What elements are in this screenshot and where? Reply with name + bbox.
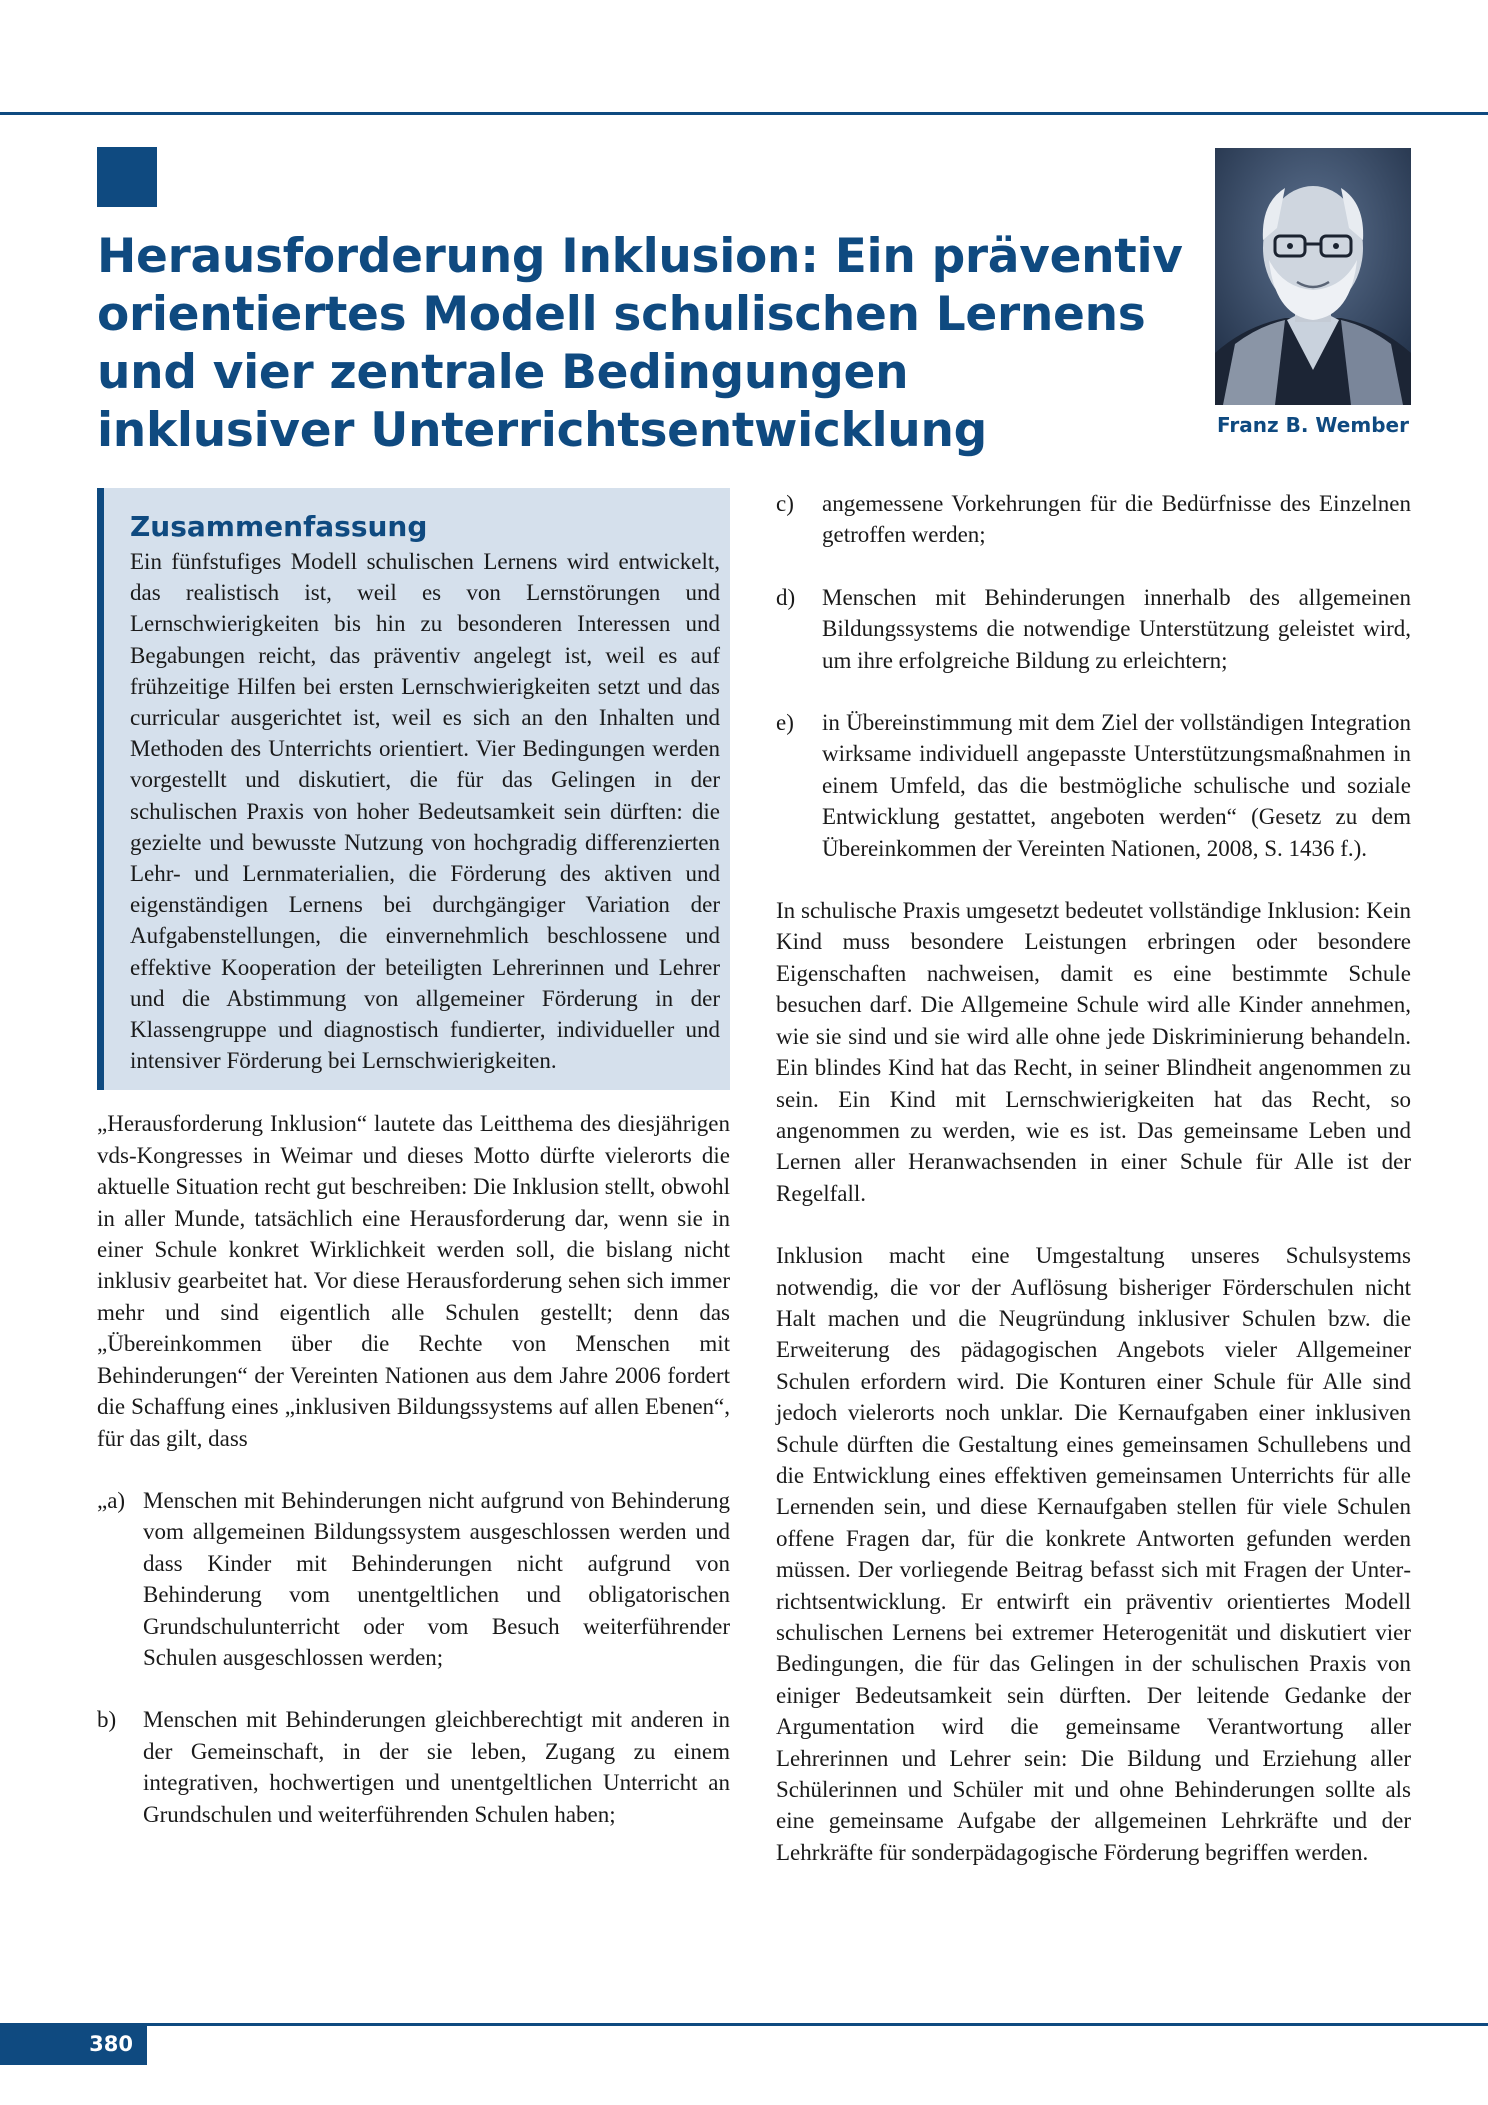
title-line: und vier zentrale Bedingungen: [97, 345, 909, 400]
page-number: 380: [0, 2023, 147, 2065]
footer-rule: [0, 2023, 1488, 2026]
accent-square: [97, 147, 157, 207]
abstract-heading: Zusammenfassung: [130, 510, 428, 543]
list-item: [776, 707, 1411, 864]
list-item-text: angemessene Vorkehrungen für die Bedürfnisse des Einzelnen getroffen werden;: [822, 491, 1411, 548]
list-item-label: d): [776, 584, 796, 610]
list-item-text: Menschen mit Behinderungen gleichberechtigt mit anderen in der Gemeinschaft, in der sie leben, Zugang zu einem integrativen, hochwertigen und unentgeltlichen Unterricht an Grundschulen und weiterführenden Schulen haben;: [143, 1707, 730, 1827]
article-title: [97, 228, 1183, 460]
author-photo: [1215, 148, 1411, 405]
title-line: inklusiver Unterrichtsentwicklung: [97, 403, 987, 458]
body-paragraph: In schulische Praxis umgesetzt bedeutet vollständige Inklusion: Kein Kind muss besondere Leistungen erbringen oder besondere Eigenschaften nachweisen, damit es eine bestimmte Schule besuchen darf. Die Allgemeine Schule wird alle Kinder annehmen, wie sie sind und sie wird alle ohne jede Diskriminierung behandeln. Ein blindes Kind hat das Recht, in seiner Blindheit angenommen zu sein. Ein Kind mit Lernschwierigkeiten hat das Recht, so angenommen zu werden, wie es ist. Das gemeinsame Leben und Lernen aller Heranwachsenden in einer Schule für Alle ist der Regelfall.: [776, 898, 1411, 1206]
left-column: [97, 488, 730, 1861]
body-paragraph: Inklusion macht eine Umgestaltung unseres Schulsystems notwendig, die vor der Auflösung bisheriger Förderschulen nicht Halt machen und die Neugründung inklusiver Schulen bzw. die Erweiterung des pädagogischen Angebots vieler Allgemeiner Schulen erfordern wird. Die Konturen einer Schule für Alle sind jedoch vielerorts noch unklar. Die Kernaufgaben einer inklusiven Schule dürften die Gestaltung eines gemeinsamen Schullebens und die Entwicklung eines effektiven gemeinsamen Unterrichts für alle Lernenden sein, und diese Kernaufgaben stellen für viele Schulen offene Fragen dar, für die konkrete Antworten gefunden werden müssen. Der vorliegende Beitrag befasst sich mit Fragen der Unterrichtsentwicklung. Er entwirft ein präventiv orientiertes Modell schulischen Lernens bei extremer Heterogenität und diskutiert vier Bedingungen, die für das Gelingen in der schulischen Praxis von einiger Bedeutsamkeit sein dürften. Der leitende Gedanke der Argumentation wird die gemeinsame Verantwortung aller Lehrerinnen und Lehrer sein: Die Bildung und Erziehung aller Schülerinnen und Schüler mit und ohne Behinderungen sollte als eine gemeinsame Aufgabe der allgemeinen Lehrkräfte und der Lehrkräfte für sonderpädagogische Förderung begriffen werden.: [776, 1243, 1411, 1865]
list-item-label: c): [776, 491, 794, 516]
list-item-label: e): [776, 710, 794, 736]
author-portrait-image: [1215, 148, 1411, 405]
list-item-label: „a): [97, 1487, 126, 1513]
top-rule: [0, 112, 1488, 115]
list-item-text: in Übereinstimmung mit dem Ziel der vollständigen Integration wirksame individuell angepasste Unterstützungsmaßnahmen in einem Umfeld, das die bestmögliche schulische und soziale Entwicklung gestattet, angeboten werden“ (Gesetz zu dem Übereinkommen der Vereinten Nationen, 2008, S. 1436 f.).: [822, 710, 1411, 861]
list-item-text: Menschen mit Behinderungen innerhalb des allgemeinen Bildungssystems die notwendige Unterstützung geleistet wird, um ihre erfolgreiche Bildung zu erleichtern;: [822, 584, 1411, 673]
intro-paragraph: „Herausforderung Inklusion“ lautete das Leitthema des diesjährigen vds-Kongresses in Weimar und dieses Motto dürfte vielerorts die aktuelle Situation recht gut beschreiben: Die Inklusion stellt, obwohl in aller Munde, tatsächlich eine Herausforderung dar, wenn sie in einer Schule konkret Wirklichkeit werden soll, die bislang nicht inklusiv gearbeitet hat. Vor diese Herausforderung sehen sich immer mehr und sind eigentlich alle Schulen gestellt; denn das „Übereinkommen über die Rechte von Menschen mit Behinderungen“ der Vereinten Nationen aus dem Jahre 2006 fordert die Schaffung eines „inklusiven Bildungssystems auf allen Ebenen“, für das gilt, dass: [97, 1111, 731, 1451]
list-item: [776, 488, 1411, 551]
title-line: orientiertes Modell schulischen Lernens: [97, 287, 1146, 342]
abstract-text: Ein fünfstufiges Modell schulischen Lernens wird entwickelt, das realistisch ist, weil es von Lernstörungen und Lernschwierigkeiten bis hin zu besonderen Interessen und Begabungen reicht, das präventiv angelegt ist, weil es auf frühzeitige Hilfen bei ersten Lernschwierigkeiten setzt und das curricular ausgerichtet ist, weil es sich an den Inhalten und Methoden des Unterrichts orientiert. Vier Bedingungen werden vorgestellt und diskutiert, die für das Gelingen in der schulischen Praxis von hoher Bedeutsamkeit sein dürften: die gezielte und bewusste Nutzung von hochgradig differenzierten Lehr- und Lernmaterialien, die Förderung des aktiven und eigenständigen Lernens bei durchgängiger Variation der Aufgabenstellungen, die einvernehmlich beschlossene und effektive Kooperation der beteiligten Lehrerinnen und Lehrer und die Abstimmung von allgemeiner Förderung in der Klassengruppe und diagnostisch fundierter, individueller und intensiver Förderung bei Lernschwierigkeiten.: [130, 549, 720, 1074]
list-item: [97, 1704, 730, 1830]
list-item-text: Menschen mit Behinderungen nicht aufgrund von Behinderung vom allgemeinen Bildungssystem ausgeschlossen werden und dass Kinder mit Behinderungen nicht aufgrund von Behinderung vom unentgeltlichen und obligatorischen Grundschulunterricht oder vom Besuch weiterführender Schulen ausgeschlossen werden;: [143, 1487, 730, 1670]
list-item: [97, 1485, 730, 1673]
abstract-box: [97, 488, 730, 1090]
list-item: [776, 582, 1411, 676]
title-line: Herausforderung Inklusion: Ein präventiv: [97, 229, 1183, 284]
right-column: [776, 488, 1411, 1899]
list-item-label: b): [97, 1707, 117, 1733]
author-name: Franz B. Wember: [1217, 413, 1409, 437]
